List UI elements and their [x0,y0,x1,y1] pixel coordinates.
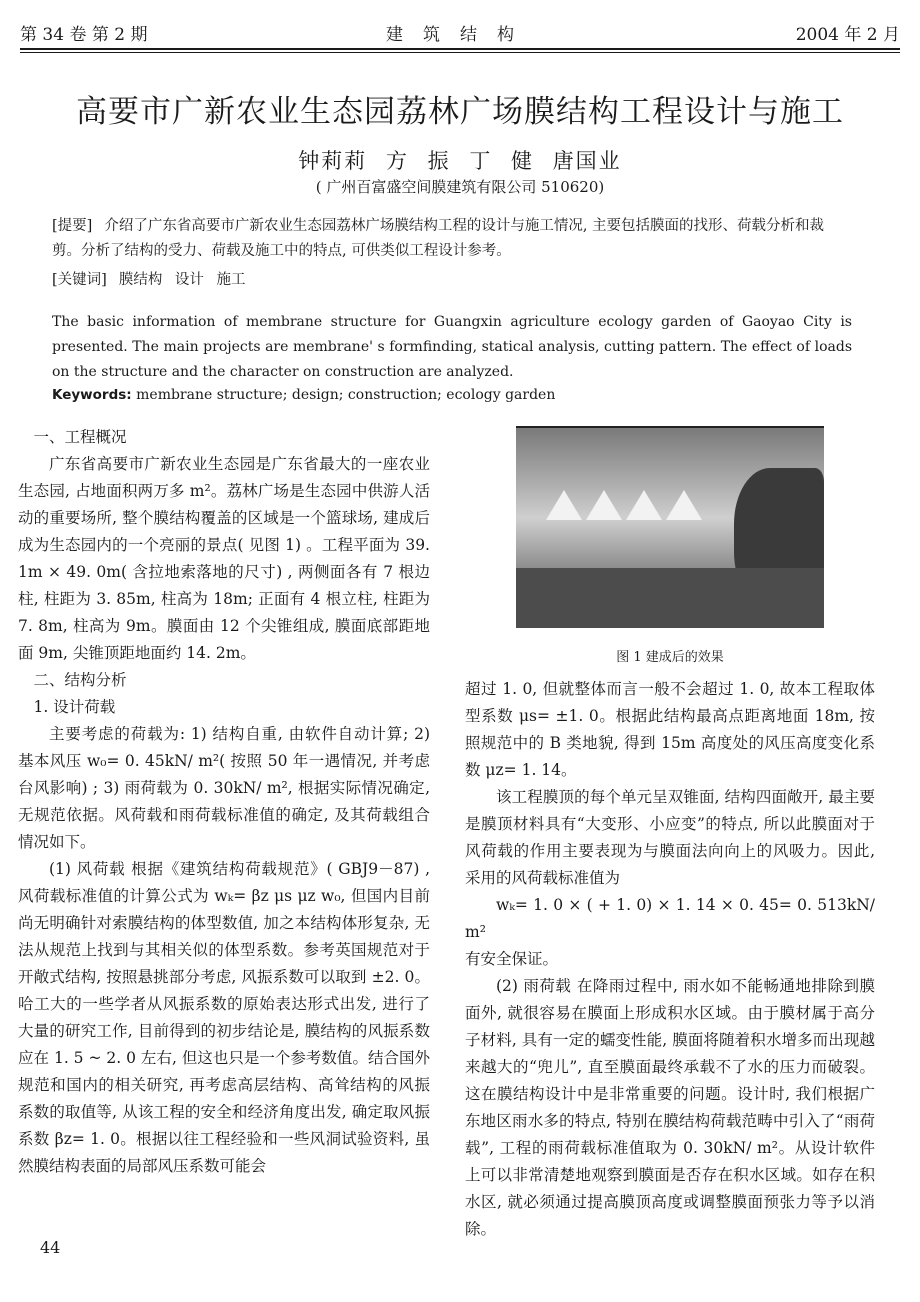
tent-cone [626,490,662,520]
body-paragraph: 主要考虑的荷载为: 1) 结构自重, 由软件自动计算; 2) 基本风压 w₀= 0. 45kN/ m²( 按照 50 年一遇情况, 并考虑台风影响) ; 3) 雨荷载为 0. 30kN/ m², 根据实际情况确定, 无规范依据。风荷载和雨荷载标准值的确定, 及其荷载组合情况如下。 [18,725,430,851]
body-paragraph: 该工程膜顶的每个单元呈双锥面, 结构四面敞开, 最主要是膜顶材料具有“大变形、小应变”的特点, 所以此膜面对于风荷载的作用主要表现为与膜面法向向上的风吸力。因此, 采用的风荷载标准值为 [465,788,875,887]
right-column [465,676,875,1243]
body-paragraph: 广东省高要市广新农业生态园是广东省最大的一座农业生态园, 占地面积两万多 m²。荔林广场是生态园中供游人活动的重要场所, 整个膜结构覆盖的区域是一个篮球场, 建成后成为生态园内的一个亮丽的景点( 见图 1) 。工程平面为 39. 1m × 49. 0m( 含拉地索落地的尺寸) , 两侧面各有 7 根边柱, 柱距为 3. 85m, 柱高为 18m; 正面有 4 根立柱, 柱距为 7. 8m, 柱高为 9m。膜面由 12 个尖锥组成, 膜面底部距地面 9m, 尖锥顶距地面约 14. 2m。 [18,455,430,662]
page-number: 44 [40,1238,61,1257]
keywords-cn [52,268,852,293]
tent-cone [586,490,622,520]
section-heading: 二、结构分析 [33,671,127,689]
issue-label: 第 34 卷 第 2 期 [20,25,148,45]
paper-title: 高要市广新农业生态园荔林广场膜结构工程设计与施工 [76,94,844,130]
abstract-label: [提要] [52,218,93,234]
journal-name: 建筑结构 [386,25,534,45]
tent-cone [546,490,582,520]
section-heading: 1. 设计荷载 [33,698,116,716]
abstract-text: 介绍了广东省高要市广新农业生态园荔林广场膜结构工程的设计与施工情况, 主要包括膜面的找形、荷载分析和裁剪。分析了结构的受力、荷载及施工中的特点, 可供类似工程设计参考。 [52,218,825,259]
body-paragraph: 有安全保证。 [465,950,559,968]
abstract-cn [52,214,852,264]
author-list: 钟莉莉 方 振 丁 健 唐国业 [298,149,622,173]
abstract-en: The basic information of membrane structure for Guangxin agriculture ecology garden of Gaoyao City is presented. The main projects are membrane' s formfinding, statical analysis, cutting pattern. The effect of loads on the structure and the character on construction are analyzed. [52,314,852,380]
keywords-en [52,387,852,403]
body-paragraph: wₖ= 1. 0 × ( + 1. 0) × 1. 14 × 0. 45= 0. 513kN/ m² [465,896,875,941]
issue-date: 2004 年 2 月 [795,25,900,45]
keywords-text: 膜结构 设计 施工 [118,272,246,288]
body-paragraph: 超过 1. 0, 但就整体而言一般不会超过 1. 0, 故本工程取体型系数 μs= ±1. 0。根据此结构最高点距离地面 18m, 按照规范中的 B 类地貌, 得到 15m 高度处的风压高度变化系数 μz= 1. 14。 [465,680,875,779]
keywords-en-label: Keywords: [52,387,132,403]
header-rule [20,48,900,53]
section-heading: 一、工程概况 [33,428,127,446]
tent-cone [666,490,702,520]
affiliation: ( 广州百富盛空间膜建筑有限公司 510620) [315,178,605,196]
body-paragraph: (1) 风荷载 根据《建筑结构荷载规范》( GBJ9－87) , 风荷载标准值的计算公式为 wₖ= βz μs μz w₀, 但国内目前尚无明确针对索膜结构的体型数值, 加之本结构体形复杂, 无法从规范上找到与其相关似的体型系数。参考英国规范对于开敞式结构, 按照悬挑部分考虑, 风振系数可以取到 ±2. 0。哈工大的一些学者从风振系数的原始表达形式出发, 进行了大量的研究工作, 目前得到的初步结论是, 膜结构的风振系数应在 1. 5 ~ 2. 0 左右, 但这也只是一个参考数值。结合国外规范和国内的相关研究, 再考虑高层结构、高耸结构的风振系数的取值等, 从该工程的安全和经济角度出发, 确定取风振系数 βz= 1. 0。根据以往工程经验和一些风洞试验资料, 虽然膜结构表面的局部风压系数可能会 [18,860,430,1175]
figure-photo [516,426,824,628]
running-header [20,20,900,46]
body-paragraph: (2) 雨荷载 在降雨过程中, 雨水如不能畅通地排除到膜面外, 就很容易在膜面上形成积水区域。由于膜材属于高分子材料, 具有一定的蠕变性能, 膜面将随着积水增多而出现越来越大的“兜儿”, 直至膜面最终承载不了水的压力而破裂。这在膜结构设计中是非常重要的问题。设计时, 我们根据广东地区雨水多的特点, 特别在膜结构荷载范畴中引入了“雨荷载”, 工程的雨荷载标准值取为 0. 30kN/ m²。从设计软件上可以非常清楚地观察到膜面是否存在积水区域。如存在积水区, 就必须通过提高膜顶高度或调整膜面预张力等予以消除。 [465,977,875,1238]
left-column [18,424,430,1180]
figure-caption: 图 1 建成后的效果 [616,650,724,665]
keywords-en-text: membrane structure; design; construction; ecology garden [131,387,556,403]
keywords-label: [关键词] [52,272,107,288]
ground-shape [516,568,824,628]
